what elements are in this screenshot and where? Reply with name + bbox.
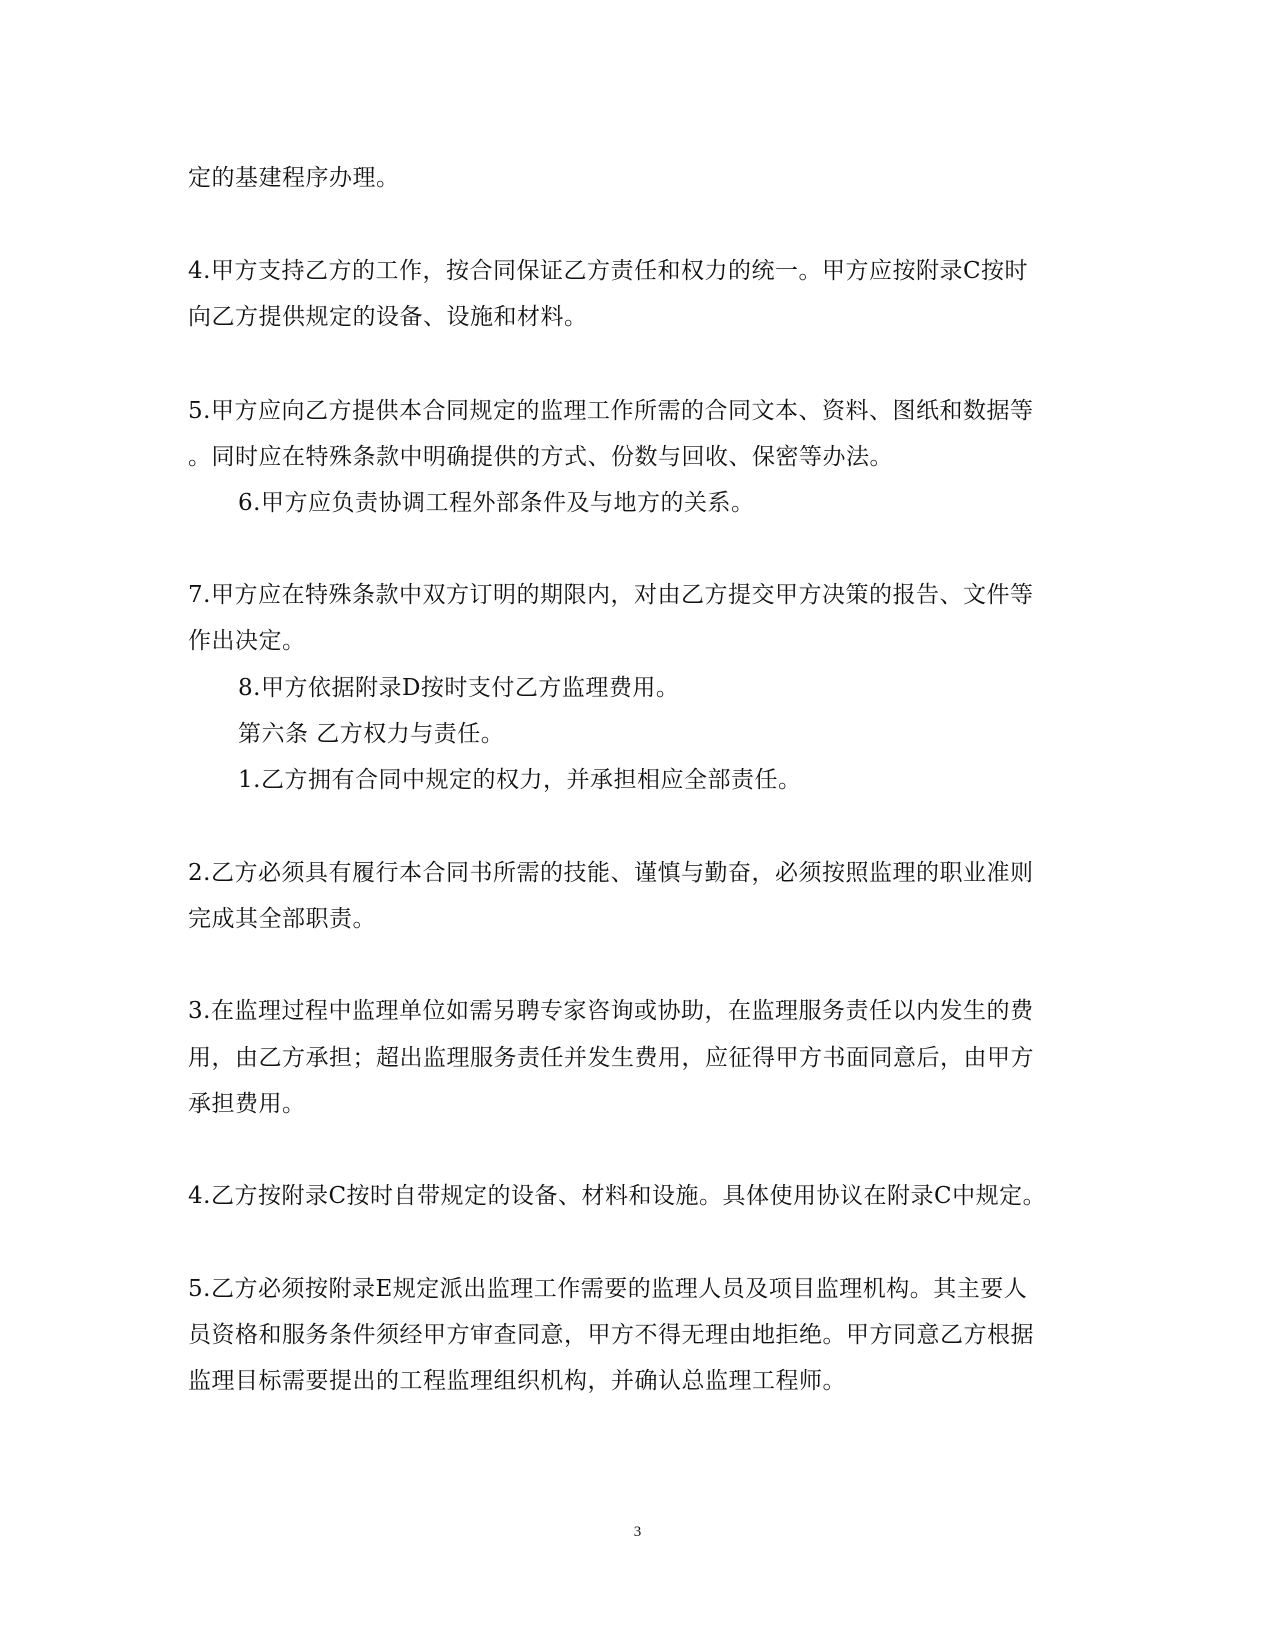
- text-line: 监理目标需要提出的工程监理组织机构，并确认总监理工程师。: [188, 1368, 846, 1394]
- text-line: 3.在监理过程中监理单位如需另聘专家咨询或协助，在监理服务责任以内发生的费: [188, 998, 1034, 1024]
- text-line: 8.甲方依据附录D按时支付乙方监理费用。: [238, 675, 680, 701]
- text-line: 向乙方提供规定的设备、设施和材料。: [188, 304, 588, 330]
- text-line: 定的基建程序办理。: [188, 165, 400, 191]
- text-line: 。同时应在特殊条款中明确提供的方式、份数与回收、保密等办法。: [188, 444, 893, 470]
- text-line: 2.乙方必须具有履行本合同书所需的技能、谨慎与勤奋，必须按照监理的职业准则: [188, 860, 1034, 886]
- text-line: 1.乙方拥有合同中规定的权力，并承担相应全部责任。: [238, 767, 802, 793]
- text-line: 5.乙方必须按附录E规定派出监理工作需要的监理人员及项目监理机构。其主要人: [188, 1276, 1028, 1302]
- text-line: 7.甲方应在特殊条款中双方订明的期限内，对由乙方提交甲方决策的报告、文件等: [188, 582, 1034, 608]
- text-line: 4.乙方按附录C按时自带规定的设备、材料和设施。具体使用协议在附录C中规定。: [188, 1183, 1047, 1209]
- text-line: 4.甲方支持乙方的工作，按合同保证乙方责任和权力的统一。甲方应按附录C按时: [188, 258, 1029, 284]
- section-heading: 第六条 乙方权力与责任。: [238, 721, 505, 747]
- text-line: 5.甲方应向乙方提供本合同规定的监理工作所需的合同文本、资料、图纸和数据等: [188, 398, 1034, 424]
- text-line: 员资格和服务条件须经甲方审查同意，甲方不得无理由地拒绝。甲方同意乙方根据: [188, 1322, 1034, 1348]
- text-line: 承担费用。: [188, 1091, 306, 1117]
- text-line: 完成其全部职责。: [188, 906, 376, 932]
- page-number: 3: [633, 1524, 642, 1540]
- text-line: 用，由乙方承担；超出监理服务责任并发生费用，应征得甲方书面同意后，由甲方: [188, 1045, 1034, 1071]
- text-line: 作出决定。: [188, 628, 306, 654]
- text-line: 6.甲方应负责协调工程外部条件及与地方的关系。: [238, 490, 755, 516]
